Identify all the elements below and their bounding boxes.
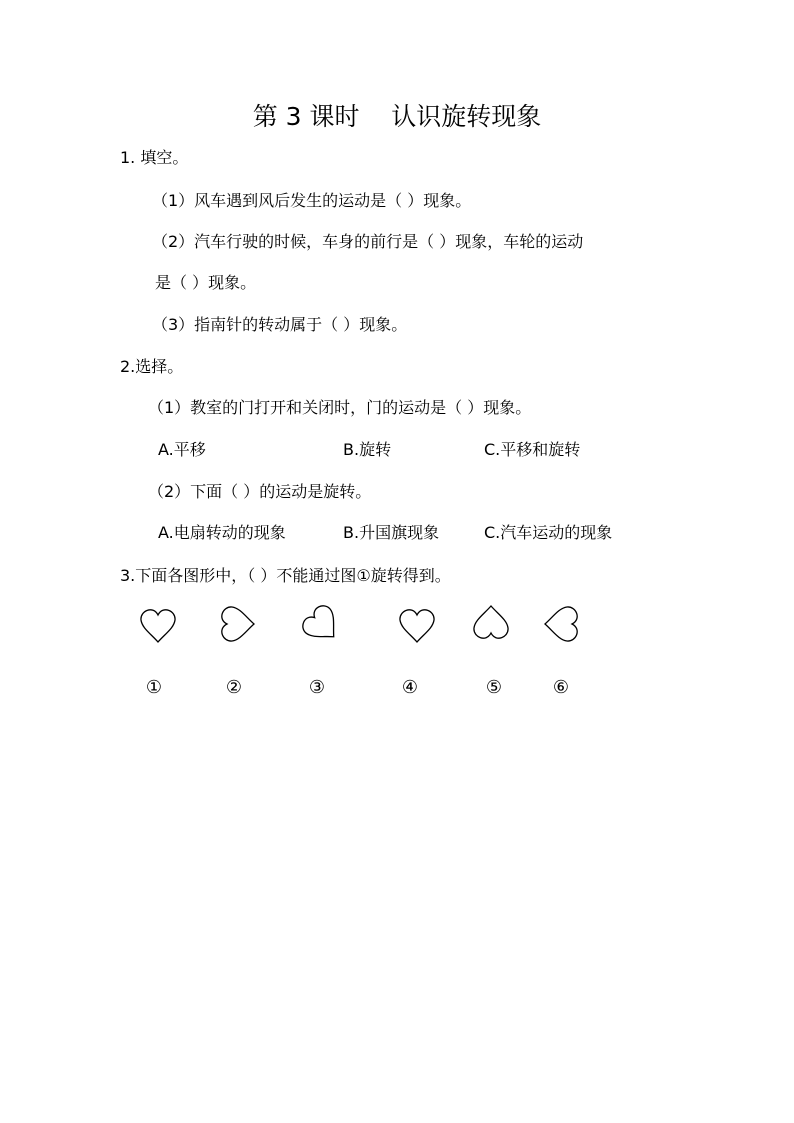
figure-label-6: ⑥ — [552, 677, 570, 698]
q2-sub2-question: （2）下面（ ）的运动是旋转。 — [148, 482, 372, 501]
q2-sub2-option-b: B.升国旗现象 — [343, 523, 440, 542]
q1-item-1: （1）风车遇到风后发生的运动是（ ）现象。 — [152, 191, 472, 210]
q1-item-3: （3）指南针的转动属于（ ）现象。 — [152, 315, 408, 334]
q2-sub1-option-b: B.旋转 — [343, 440, 392, 459]
q2-sub2-option-a: A.电扇转动的现象 — [158, 523, 286, 542]
heart-figure-2 — [216, 604, 256, 644]
heart-figure-4 — [397, 604, 437, 644]
heart-figure-1 — [138, 604, 178, 644]
heart-figure-6 — [543, 604, 583, 644]
q2-heading: 2.选择。 — [120, 357, 184, 376]
figure-label-3: ③ — [308, 677, 326, 698]
q2-sub1-option-c: C.平移和旋转 — [484, 440, 581, 459]
q2-sub2-option-c: C.汽车运动的现象 — [484, 523, 613, 542]
figure-label-2: ② — [225, 677, 243, 698]
q3-heading: 3.下面各图形中，（ ）不能通过图①旋转得到。 — [120, 566, 451, 585]
q2-sub1-question: （1）教室的门打开和关闭时，门的运动是（ ）现象。 — [148, 398, 532, 417]
figure-label-5: ⑤ — [485, 677, 503, 698]
figure-label-1: ① — [145, 677, 163, 698]
heart-figure-5 — [471, 604, 511, 644]
figure-label-4: ④ — [401, 677, 419, 698]
q2-sub1-option-a: A.平移 — [158, 440, 206, 459]
q1-item-2: （2）汽车行驶的时候，车身的前行是（ ）现象，车轮的运动 — [152, 232, 584, 251]
q1-item-2-continued: 是（ ）现象。 — [155, 273, 257, 292]
heart-figure-3 — [301, 604, 341, 644]
page-title: 第 3 课时 认识旋转现象 — [252, 102, 542, 131]
q1-heading: 1. 填空。 — [120, 148, 189, 167]
